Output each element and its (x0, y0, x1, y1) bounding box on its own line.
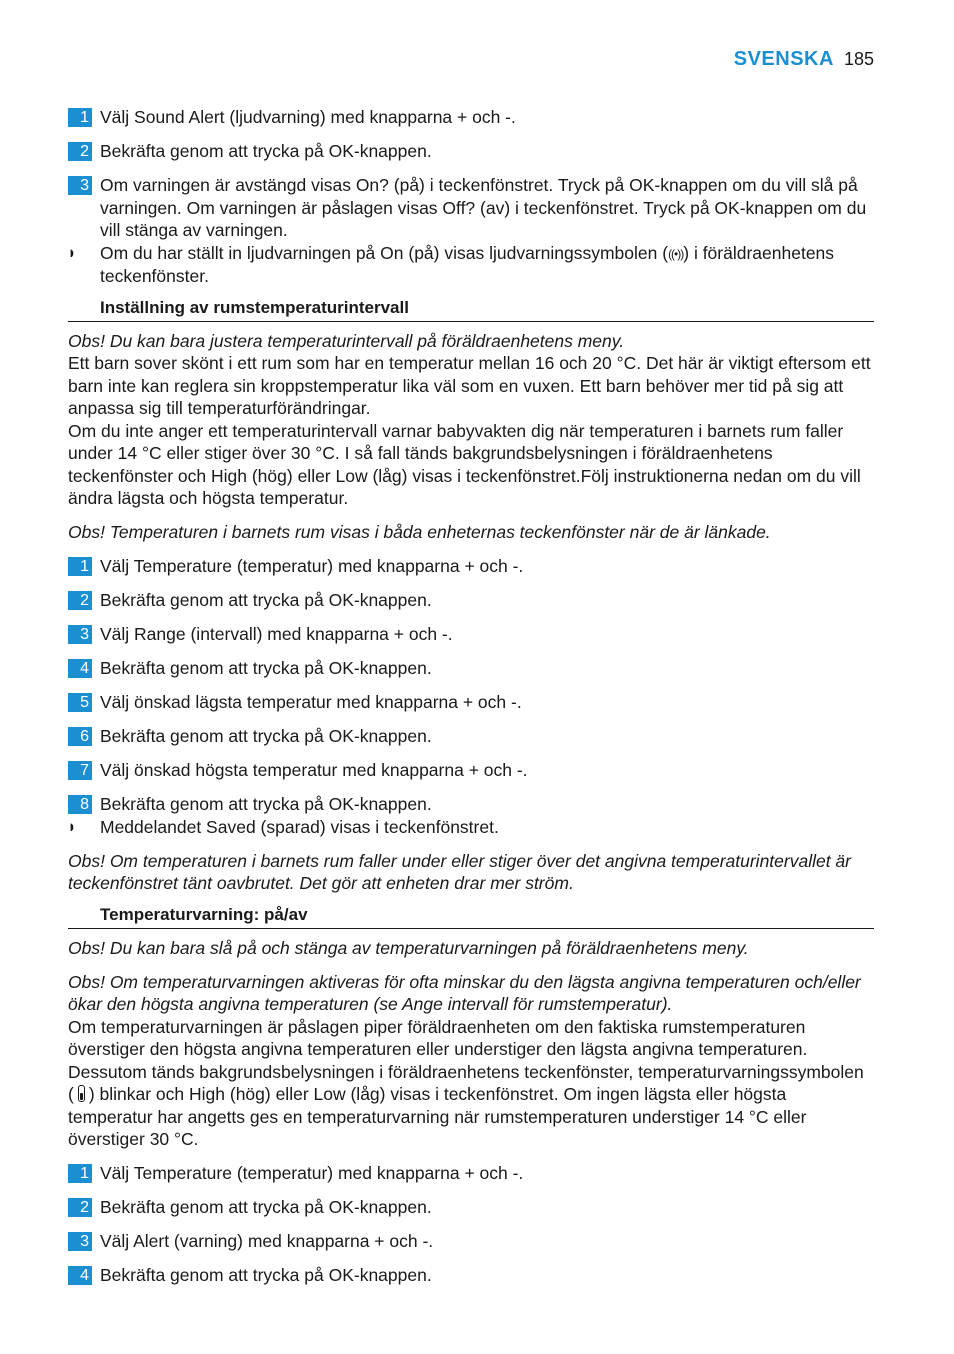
language-label: SVENSKA (733, 48, 834, 70)
page-content (68, 106, 874, 1298)
step-item (68, 1162, 874, 1185)
sound-alert-icon: ((•)) (668, 246, 684, 261)
step-item (68, 555, 874, 578)
step-number: 4 (68, 1266, 92, 1285)
step-item (68, 657, 874, 680)
step-number: 3 (68, 176, 92, 195)
result-bullet (68, 242, 874, 288)
step-number: 4 (68, 659, 92, 678)
step-text: Bekräfta genom att trycka på OK-knappen. (100, 658, 432, 678)
step-text: Välj Temperature (temperatur) med knapparna + och -. (100, 556, 524, 576)
section-heading: Inställning av rumstemperaturintervall (68, 297, 874, 322)
result-text: Meddelandet Saved (sparad) visas i teckenfönstret. (100, 816, 499, 837)
step-item (68, 1230, 874, 1253)
step-item (68, 725, 874, 748)
note-text: Obs! Temperaturen i barnets rum visas i båda enheternas teckenfönster när de är länkade. (68, 522, 771, 542)
step-item (68, 174, 874, 242)
step-item (68, 106, 874, 129)
result-bullet (68, 816, 874, 839)
step-item (68, 623, 874, 646)
step-number: 3 (68, 1232, 92, 1251)
result-arrow-icon: ◗ (68, 815, 76, 837)
step-number: 7 (68, 761, 92, 780)
step-number: 2 (68, 1198, 92, 1217)
step-number: 5 (68, 693, 92, 712)
step-item (68, 1264, 874, 1287)
result-text-start: Om du har ställt in ljudvarningen på On (på) visas ljudvarningssymbolen ( (100, 242, 669, 263)
result-text-end: ) i föräldraenhetens teckenfönster. (100, 242, 835, 286)
note-text: Obs! Du kan bara justera temperaturintervall på föräldraenhetens meny. (68, 330, 625, 351)
body-paragraph: Ett barn sover skönt i ett rum som har en temperatur mellan 16 och 20 °C. Det här är viktigt eftersom ett barn inte kan reglera sin kroppstemperatur lika väl som en vuxen. Ett barn behöver mer tid på sig att anpassa sig till temperaturförändringar. (68, 353, 871, 418)
step-text: Välj Alert (varning) med knapparna + och -. (100, 1231, 434, 1251)
note-text: Obs! Om temperaturen i barnets rum faller under eller stiger över det angivna temperaturintervallet är teckenfönstret tänt oavbrutet. Det gör att enheten drar mer ström. (68, 850, 851, 893)
body-paragraph: Om du inte anger ett temperaturintervall varnar babyvakten dig när temperaturen i barnets rum faller under 14 °C eller stiger över 30 °C. I så fall tänds bakgrundsbelysningen i föräldraenhetens teckenfönster och High (hög) eller Low (låg) visas i teckenfönstret.Följ instruktionerna nedan om du vill ändra lägsta och högsta temperatur. (68, 420, 861, 508)
step-item (68, 589, 874, 612)
paragraph-text-end: ) blinkar och High (hög) eller Low (låg) visas i teckenfönstret. Om ingen lägsta eller högsta temperatur har angetts ges en temperaturvarning när rumstemperaturen understiger 14 °C eller överstiger 30 °C. (68, 1084, 807, 1149)
page-header (734, 48, 874, 71)
page-number: 185 (843, 49, 874, 69)
step-number: 8 (68, 795, 92, 814)
step-number: 2 (68, 591, 92, 610)
step-number: 3 (68, 625, 92, 644)
step-text: Bekräfta genom att trycka på OK-knappen. (100, 141, 432, 161)
step-text: Bekräfta genom att trycka på OK-knappen. (100, 590, 432, 610)
step-text: Välj Range (intervall) med knapparna + och -. (100, 624, 453, 644)
note-text: Obs! Du kan bara slå på och stänga av temperaturvarningen på föräldraenhetens meny. (68, 937, 749, 958)
thermometer-icon (78, 1085, 85, 1102)
step-number: 1 (68, 557, 92, 576)
step-text: Bekräfta genom att trycka på OK-knappen. (100, 794, 432, 814)
step-item (68, 793, 874, 816)
step-number: 6 (68, 727, 92, 746)
step-item (68, 140, 874, 163)
note-text: Obs! Om temperaturvarningen aktiveras för ofta minskar du den lägsta angivna temperaturen och/eller ökar den högsta angivna temperaturen (se Ange intervall för rumstemperatur). (68, 971, 861, 1014)
step-text: Välj Temperature (temperatur) med knapparna + och -. (100, 1163, 524, 1183)
result-arrow-icon: ◗ (68, 241, 76, 263)
step-number: 2 (68, 142, 92, 161)
step-text: Välj önskad lägsta temperatur med knapparna + och -. (100, 692, 522, 712)
step-text: Bekräfta genom att trycka på OK-knappen. (100, 1197, 432, 1217)
section-heading: Temperaturvarning: på/av (68, 904, 874, 929)
step-number: 1 (68, 1164, 92, 1183)
step-text: Bekräfta genom att trycka på OK-knappen. (100, 726, 432, 746)
step-text: Välj önskad högsta temperatur med knapparna + och -. (100, 760, 528, 780)
step-item (68, 1196, 874, 1219)
step-text: Bekräfta genom att trycka på OK-knappen. (100, 1265, 432, 1285)
step-item (68, 691, 874, 714)
step-text: Välj Sound Alert (ljudvarning) med knapparna + och -. (100, 107, 516, 127)
step-item (68, 759, 874, 782)
paragraph-text-start: Om temperaturvarningen är påslagen piper föräldraenheten om den faktiska rumstemperaturen överstiger den högsta angivna temperaturen eller understiger den lägsta angivna temperaturen. Dessutom tänds bakgrundsbelysningen i föräldraenhetens teckenfönster, temperaturvarningssymbolen ( (68, 1016, 864, 1104)
body-paragraph (68, 1016, 874, 1151)
step-number: 1 (68, 108, 92, 127)
step-text: Om varningen är avstängd visas On? (på) i teckenfönstret. Tryck på OK-knappen om du vill slå på varningen. Om varningen är påslagen visas Off? (av) i teckenfönstret. Tryck på OK-knappen om du vill stänga av varningen. (100, 175, 867, 240)
